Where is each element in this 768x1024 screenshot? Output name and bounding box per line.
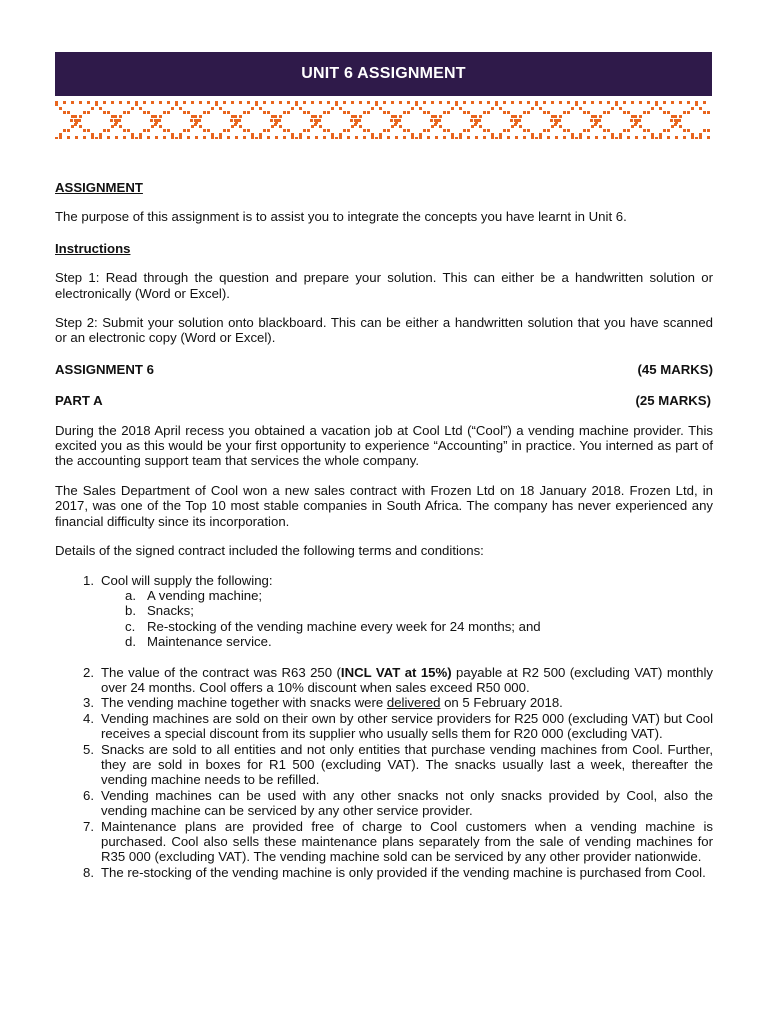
term-text: Vending machines are sold on their own by other service providers for R25 000 (excluding VAT) but Cool receives a special discount from its supplier who usually sells them for R20 000 (excluding VAT). [101,710,713,742]
assignment-6-header [55,362,713,377]
list-item [55,573,713,650]
list-item [55,788,713,819]
assignment-heading: ASSIGNMENT [55,180,143,195]
sub-list-item: b. Snacks; [125,603,194,619]
assignment-6-marks: (45 MARKS) [637,361,713,377]
instructions-heading: Instructions [55,240,131,256]
unit-title-banner [55,52,712,96]
term-number: 8. [83,864,94,880]
sub-list-item: c. Re-stocking of the vending machine every week for 24 months; and [125,618,541,634]
list-item [55,865,713,880]
list-item [55,742,713,788]
list-item [55,819,713,865]
supply-sub-list [101,588,713,650]
part-a-paragraph-2: The Sales Department of Cool won a new sales contract with Frozen Ltd on 18 January 2018. Frozen Ltd, in 2017, was one of the Top 10 most stable companies in South Africa. The company has never experienced any financial difficulty since its incorporation. [55,482,713,529]
term-number: 1. [83,572,94,588]
list-item [55,711,713,742]
term-text: Maintenance plans are provided free of charge to Cool customers when a vending machine is purchased. Cool also sells these maintenance plans separately from the sale of vending machines for R35 000 (excluding VAT). The vending machine sold can be serviced by any other provider nationwide. [101,818,713,865]
part-a-label: PART A [55,393,103,409]
sub-list-item: a. A vending machine; [125,587,263,603]
list-item [55,695,713,710]
part-a-header [55,393,713,408]
part-a-marks: (25 MARKS) [635,393,711,409]
term-text: The vending machine together with snacks were delivered on 5 February 2018. [101,695,563,711]
part-a-paragraph-1: During the 2018 April recess you obtained a vacation job at Cool Ltd (“Cool”) a vending machine provider. This excited you as this would be your first opportunity to experience “Accounting” in practice. You interned as part of the accounting support team that services the whole company. [55,422,713,469]
purpose-text: The purpose of this assignment is to assist you to integrate the concepts you have learnt in Unit 6. [55,209,627,225]
term-text: Cool will supply the following: [101,572,273,588]
contract-terms-list [55,573,713,881]
term-text: The value of the contract was R63 250 (INCL VAT at 15%) payable at R2 500 (excluding VAT) monthly over 24 months. Cool offers a 10% discount when sales exceed R50 000. [101,664,713,695]
unit-title: UNIT 6 ASSIGNMENT [301,65,466,82]
document-body [55,180,713,880]
term-text: Vending machines can be used with any other snacks not only snacks provided by Cool, also the vending machine can be serviced by any other service provider. [101,787,713,819]
term-number: 2. [83,664,94,680]
term-number: 4. [83,710,94,726]
term-number: 7. [83,818,94,834]
term-number: 6. [83,787,94,803]
term-number: 5. [83,741,94,757]
decorative-border-pattern [55,101,712,139]
assignment-6-label: ASSIGNMENT 6 [55,361,154,377]
term-text: The re-stocking of the vending machine is only provided if the vending machine is purchased from Cool. [101,864,706,880]
step-2-text: Step 2: Submit your solution onto blackboard. This can be either a handwritten solution that you have scanned or an electronic copy (Word or Excel). [55,315,713,346]
term-number: 3. [83,695,94,711]
sub-list-item: d. Maintenance service. [125,634,272,650]
step-1-text: Step 1: Read through the question and prepare your solution. This can either be a handwritten solution or electronically (Word or Excel). [55,270,713,301]
term-text: Snacks are sold to all entities and not only entities that purchase vending machines from Cool. Further, they are sold in boxes for R1 500 (excluding VAT). The snacks usually last a week, thereafter the vending machine needs to be refilled. [101,741,713,788]
part-a-paragraph-3: Details of the signed contract included the following terms and conditions: [55,543,484,559]
list-item [55,665,713,696]
